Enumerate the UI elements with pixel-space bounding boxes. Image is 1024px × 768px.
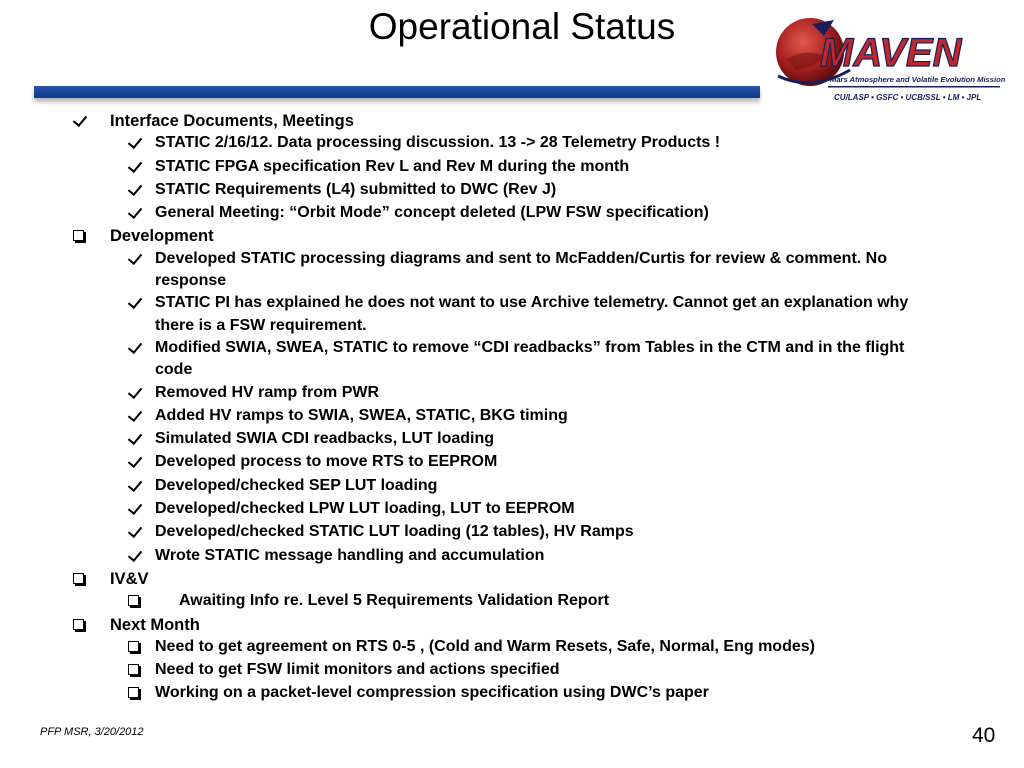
item-text: General Meeting: “Orbit Mode” concept deleted (LPW FSW specification) [155, 204, 709, 222]
item-text: Developed/checked STATIC LUT loading (12 tables), HV Ramps [155, 523, 634, 541]
check-icon [128, 134, 142, 149]
list-item [70, 659, 950, 682]
check-icon [128, 181, 142, 196]
square-bullet-icon [73, 230, 84, 241]
list-item [70, 337, 950, 382]
list-item [70, 248, 950, 293]
bullet-marker [125, 382, 155, 405]
check-icon [128, 547, 142, 562]
item-text: Interface Documents, Meetings [110, 112, 354, 130]
section-heading [70, 614, 950, 636]
bullet-marker [125, 428, 155, 451]
bullet-marker [125, 451, 155, 474]
item-text: Awaiting Info re. Level 5 Requirements Validation Report [179, 592, 610, 610]
item-text: IV&V [110, 569, 149, 588]
bullet-marker [125, 521, 155, 544]
check-icon [128, 453, 142, 468]
list-item [70, 156, 950, 179]
square-bullet-icon [128, 595, 139, 606]
check-icon [128, 500, 142, 515]
bullet-marker [125, 636, 155, 659]
item-text: Wrote STATIC message handling and accumulation [155, 546, 545, 564]
bullet-marker [125, 337, 155, 360]
item-text: Simulated SWIA CDI readbacks, LUT loading [155, 430, 495, 448]
footer-text: PFP MSR, 3/20/2012 [40, 726, 144, 738]
list-item [70, 382, 950, 405]
item-text: Development [110, 227, 214, 246]
square-bullet-icon [128, 641, 139, 652]
list-item [70, 428, 950, 451]
bullet-marker [125, 179, 155, 202]
list-item [70, 405, 950, 428]
item-text: Developed STATIC processing diagrams and sent to McFadden/Curtis for review & comment. No response [155, 249, 887, 290]
check-icon [73, 112, 87, 127]
list-item [70, 498, 950, 521]
check-icon [128, 339, 142, 354]
item-text: Next Month [110, 615, 200, 634]
bullet-marker [125, 475, 155, 498]
item-text: STATIC Requirements (L4) submitted to DWC (Rev J) [155, 180, 557, 198]
maven-logo [772, 10, 1008, 110]
page-number: 40 [972, 724, 996, 747]
check-icon [128, 294, 142, 309]
bullet-marker [70, 568, 110, 590]
list-item [70, 682, 950, 705]
list-item [70, 292, 950, 337]
list-item [70, 451, 950, 474]
title-underline-bar [34, 86, 760, 98]
check-icon [128, 430, 142, 445]
logo-wordmark: MAVEN [820, 31, 962, 75]
bullet-marker [70, 614, 110, 636]
item-text: Need to get FSW limit monitors and actions specified [155, 661, 560, 679]
bullet-marker [125, 659, 155, 682]
list-item [70, 590, 950, 613]
slide-title: Operational Status [368, 6, 676, 47]
item-text: Developed process to move RTS to EEPROM [155, 453, 498, 471]
bullet-marker [125, 132, 155, 155]
logo-subtitle: Mars Atmosphere and Volatile Evolution Mission [830, 75, 1006, 84]
list-item [70, 545, 950, 568]
item-text: Developed/checked SEP LUT loading [155, 476, 438, 494]
bullet-marker [125, 682, 155, 705]
check-icon [128, 250, 142, 265]
check-icon [128, 407, 142, 422]
item-text: Working on a packet-level compression specification using DWC’s paper [155, 684, 709, 702]
list-item [70, 521, 950, 544]
bullet-marker [70, 110, 110, 132]
item-text: STATIC PI has explained he does not want to use Archive telemetry. Cannot get an explanation why there is a FSW requirement. [155, 294, 909, 334]
section-heading [70, 225, 950, 247]
square-bullet-icon [73, 619, 84, 630]
item-text: Added HV ramps to SWIA, SWEA, STATIC, BKG timing [155, 406, 568, 424]
list-item [70, 202, 950, 225]
bullet-marker [125, 156, 155, 179]
bullet-marker [125, 590, 155, 613]
item-text: STATIC FPGA specification Rev L and Rev M during the month [155, 157, 630, 175]
check-icon [128, 477, 142, 492]
square-bullet-icon [128, 664, 139, 675]
list-item [70, 636, 950, 659]
item-text: STATIC 2/16/12. Data processing discussion. 13 -> 28 Telemetry Products ! [155, 134, 721, 152]
check-icon [128, 384, 142, 399]
square-bullet-icon [73, 573, 84, 584]
list-item [70, 179, 950, 202]
logo-partners: CU/LASP • GSFC • UCB/SSL • LM • JPL [834, 93, 982, 102]
bullet-marker [125, 545, 155, 568]
bullet-list [70, 110, 950, 706]
list-item [70, 475, 950, 498]
bullet-marker [125, 405, 155, 428]
item-text: Modified SWIA, SWEA, STATIC to remove “CDI readbacks” from Tables in the CTM and in the flight code [155, 338, 905, 379]
bullet-marker [125, 248, 155, 271]
bullet-marker [125, 292, 155, 315]
check-icon [128, 158, 142, 173]
section-heading [70, 568, 950, 590]
item-text: Need to get agreement on RTS 0-5 , (Cold and Warm Resets, Safe, Normal, Eng modes) [155, 637, 815, 655]
item-text: Removed HV ramp from PWR [155, 383, 380, 401]
section-heading [70, 110, 950, 132]
check-icon [128, 523, 142, 538]
bullet-marker [125, 202, 155, 225]
list-item [70, 132, 950, 155]
check-icon [128, 204, 142, 219]
bullet-marker [70, 225, 110, 247]
bullet-marker [125, 498, 155, 521]
item-text: Developed/checked LPW LUT loading, LUT to EEPROM [155, 500, 575, 518]
square-bullet-icon [128, 687, 139, 698]
